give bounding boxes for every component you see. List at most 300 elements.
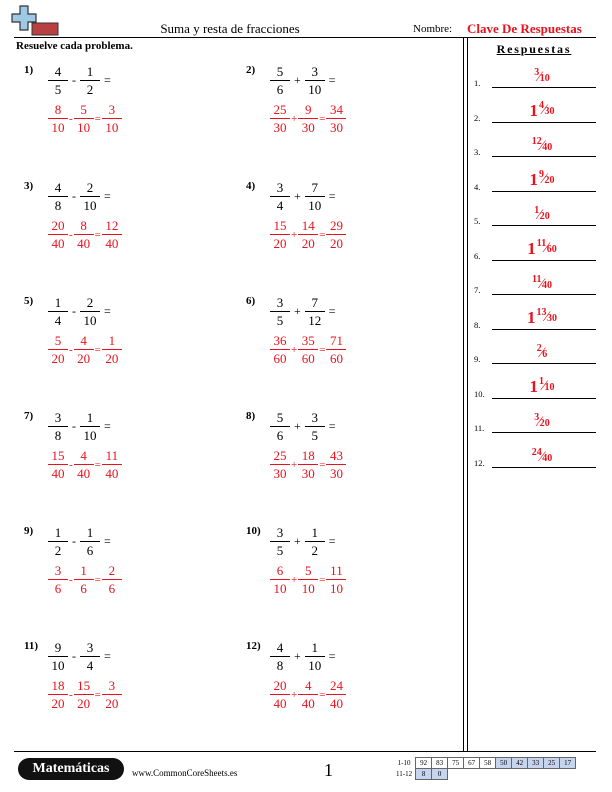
fraction <box>102 563 122 596</box>
fraction <box>102 333 122 366</box>
denominator: 20 <box>51 696 65 711</box>
fraction-bar <box>80 80 100 81</box>
denominator: 10 <box>77 120 91 135</box>
fraction <box>298 563 318 596</box>
problem-solution <box>270 448 346 481</box>
denominator: 4 <box>86 658 94 673</box>
denominator: 10 <box>301 581 315 596</box>
fraction <box>102 102 122 135</box>
numerator: 4 <box>538 99 544 111</box>
denominator: 2 <box>54 543 62 558</box>
denominator: 6 <box>542 349 548 360</box>
fraction <box>305 295 325 328</box>
fraction-bar <box>326 464 346 465</box>
fraction <box>48 410 68 443</box>
answer-line <box>492 122 596 123</box>
operator: + <box>291 688 298 701</box>
denominator: 6 <box>80 581 87 596</box>
denominator: 8 <box>54 428 62 443</box>
fraction <box>298 333 318 366</box>
problem <box>24 525 224 625</box>
numerator: 12 <box>531 136 542 147</box>
problem-solution <box>270 333 346 366</box>
numerator: 3 <box>108 102 116 117</box>
denominator: 10 <box>51 120 65 135</box>
problem <box>24 180 224 280</box>
numerator: 3 <box>108 678 116 693</box>
fraction-slash: ⁄ <box>540 138 544 154</box>
fraction-bar <box>48 234 68 235</box>
operator: - <box>72 189 76 203</box>
numerator: 1 <box>534 205 540 216</box>
operator: + <box>294 534 301 548</box>
fraction <box>48 678 68 711</box>
problem-number: 3) <box>24 180 34 192</box>
denominator: 40 <box>77 236 91 251</box>
numerator: 1 <box>538 375 544 387</box>
problem-solution <box>48 563 122 596</box>
equals-sign: = <box>104 304 111 318</box>
equals-sign: = <box>328 534 336 548</box>
fraction-bar <box>326 234 346 235</box>
score-cell: 17 <box>560 758 576 769</box>
operator: - <box>72 419 76 433</box>
denominator: 30 <box>329 466 343 481</box>
numerator: 15 <box>77 678 91 693</box>
operator: - <box>69 343 73 356</box>
answer-row <box>474 338 596 366</box>
numerator: 18 <box>51 678 65 693</box>
answer-value <box>492 99 596 121</box>
numerator: 3 <box>311 64 319 79</box>
answer-row <box>474 62 596 90</box>
numerator: 71 <box>329 333 343 348</box>
answer-number: 5. <box>474 216 481 226</box>
operator: - <box>72 304 76 318</box>
fraction-bar <box>80 196 100 197</box>
answer-value <box>492 306 596 328</box>
problem-solution <box>270 563 346 596</box>
denominator: 10 <box>273 581 287 596</box>
fraction-bar <box>80 426 100 427</box>
denominator: 20 <box>77 351 91 366</box>
denominator: 5 <box>276 313 284 328</box>
fraction <box>48 295 68 328</box>
fraction <box>48 525 68 558</box>
fraction <box>48 333 68 366</box>
name-value: Clave De Respuestas <box>467 21 582 36</box>
equals-sign: = <box>328 73 336 87</box>
numerator: 5 <box>304 563 312 578</box>
problem <box>24 295 224 395</box>
equals-sign: = <box>94 688 101 701</box>
equals-sign: = <box>319 458 326 471</box>
fraction <box>74 678 94 711</box>
numerator: 18 <box>301 448 315 463</box>
fraction-bar <box>270 80 290 81</box>
denominator: 6 <box>54 581 62 596</box>
problem-number: 2) <box>246 64 256 76</box>
numerator: 1 <box>86 410 94 425</box>
numerator: 4 <box>80 448 87 463</box>
numerator: 1 <box>80 563 87 578</box>
denominator: 10 <box>308 82 322 97</box>
fraction-bar <box>270 694 290 695</box>
denominator: 60 <box>273 351 287 366</box>
slash-fraction <box>532 276 556 293</box>
numerator: 3 <box>534 67 540 78</box>
fraction <box>270 563 290 596</box>
fraction <box>305 64 325 97</box>
denominator: 20 <box>539 418 550 429</box>
fraction-bar <box>102 349 122 350</box>
denominator: 40 <box>77 466 91 481</box>
score-table <box>394 757 576 780</box>
equals-sign: = <box>319 688 326 701</box>
numerator: 5 <box>80 102 87 117</box>
numerator: 14 <box>301 218 315 233</box>
equals-sign: = <box>319 228 326 241</box>
equals-sign: = <box>328 419 336 433</box>
slash-fraction <box>538 375 559 395</box>
mixed-number <box>526 306 561 327</box>
fraction <box>305 180 325 213</box>
equals-sign: = <box>104 189 111 203</box>
numerator: 11 <box>532 274 542 285</box>
answer-value <box>492 375 596 397</box>
fraction <box>305 640 325 673</box>
answer-value <box>492 413 596 431</box>
problem-number: 4) <box>246 180 256 192</box>
fraction-bar <box>48 311 68 312</box>
denominator: 6 <box>108 581 116 596</box>
fraction-bar <box>48 196 68 197</box>
denominator: 8 <box>276 658 284 673</box>
numerator: 8 <box>80 218 87 233</box>
fraction <box>48 448 68 481</box>
problem-question <box>270 64 340 97</box>
problem-solution <box>48 218 122 251</box>
denominator: 40 <box>301 696 315 711</box>
fraction <box>80 64 100 97</box>
fraction <box>298 448 318 481</box>
denominator: 30 <box>544 105 555 117</box>
operator: + <box>294 649 301 663</box>
fraction <box>48 180 68 213</box>
score-cell: 75 <box>448 758 464 769</box>
numerator: 1 <box>311 525 319 540</box>
answer-row <box>474 304 596 332</box>
mixed-number <box>534 69 554 86</box>
answers-title: Respuestas <box>496 42 572 56</box>
denominator: 10 <box>51 658 65 673</box>
numerator: 12 <box>105 218 119 233</box>
fraction-bar <box>74 118 94 119</box>
whole-part: 1 <box>529 100 538 120</box>
denominator: 40 <box>105 466 119 481</box>
page-title: Suma y resta de fracciones <box>160 21 300 36</box>
answer-row <box>474 200 596 228</box>
numerator: 11 <box>536 237 547 249</box>
answer-value <box>492 68 596 86</box>
instructions: Resuelve cada problema. <box>16 40 133 52</box>
website-link[interactable]: www.CommonCoreSheets.es <box>132 768 238 778</box>
denominator: 20 <box>539 211 550 222</box>
denominator: 10 <box>329 581 343 596</box>
problem-solution <box>270 218 346 251</box>
whole-part: 1 <box>529 376 538 396</box>
denominator: 6 <box>276 428 284 443</box>
denominator: 20 <box>51 351 65 366</box>
numerator: 5 <box>54 333 62 348</box>
fraction <box>298 678 318 711</box>
problem-number: 8) <box>246 410 256 422</box>
fraction-bar <box>270 234 290 235</box>
denominator: 20 <box>105 351 119 366</box>
equals-sign: = <box>319 573 326 586</box>
denominator: 40 <box>51 466 65 481</box>
numerator: 2 <box>86 180 94 195</box>
fraction <box>326 448 346 481</box>
equals-sign: = <box>94 343 101 356</box>
fraction-bar <box>326 694 346 695</box>
fraction <box>48 102 68 135</box>
fraction <box>270 102 290 135</box>
fraction-bar <box>48 579 68 580</box>
fraction <box>270 640 290 673</box>
problem-number: 9) <box>24 525 34 537</box>
denominator: 10 <box>105 120 119 135</box>
numerator: 7 <box>311 295 319 310</box>
fraction <box>102 448 122 481</box>
denominator: 12 <box>308 313 322 328</box>
slash-fraction <box>534 414 554 431</box>
denominator: 30 <box>329 120 343 135</box>
denominator: 10 <box>83 198 97 213</box>
fraction <box>74 102 94 135</box>
denominator: 40 <box>273 696 287 711</box>
fraction <box>80 295 100 328</box>
fraction <box>270 180 290 213</box>
problem-question <box>270 410 340 443</box>
denominator: 20 <box>301 236 315 251</box>
numerator: 43 <box>329 448 343 463</box>
numerator: 9 <box>304 102 312 117</box>
fraction-bar <box>270 426 290 427</box>
answer-line <box>492 432 596 433</box>
answer-value <box>492 237 596 259</box>
numerator: 24 <box>329 678 343 693</box>
numerator: 34 <box>329 102 343 117</box>
column-divider <box>463 38 464 751</box>
problem-number: 11) <box>24 640 39 652</box>
problem-question <box>48 180 115 213</box>
fraction-bar <box>74 349 94 350</box>
fraction <box>102 218 122 251</box>
mixed-number <box>527 237 560 258</box>
answer-number: 8. <box>474 319 481 330</box>
fraction-bar <box>80 311 100 312</box>
fraction <box>48 640 68 673</box>
fraction-bar <box>102 579 122 580</box>
score-cell: 42 <box>512 758 528 769</box>
denominator: 6 <box>86 543 94 558</box>
fraction-bar <box>74 694 94 695</box>
problem-question <box>48 295 115 328</box>
problem-number: 7) <box>24 410 34 422</box>
answer-line <box>492 87 596 88</box>
whole-part: 1 <box>527 238 536 258</box>
answer-row <box>474 131 596 159</box>
score-range-label: 1-10 <box>397 759 411 767</box>
numerator: 3 <box>311 410 319 425</box>
answer-row <box>474 442 596 470</box>
denominator: 10 <box>544 381 555 393</box>
numerator: 5 <box>276 64 284 79</box>
answer-value <box>492 344 596 362</box>
fraction <box>80 640 100 673</box>
equals-sign: = <box>104 419 111 433</box>
denominator: 30 <box>273 120 287 135</box>
denominator: 20 <box>77 696 91 711</box>
brand-badge: Matemáticas <box>18 758 124 780</box>
fraction <box>74 333 94 366</box>
answer-line <box>492 156 596 157</box>
problem-question <box>270 295 340 328</box>
slash-fraction <box>537 345 552 362</box>
numerator: 25 <box>273 102 287 117</box>
fraction-bar <box>298 234 318 235</box>
problem <box>24 64 224 164</box>
problem <box>24 410 224 510</box>
fraction-bar <box>48 80 68 81</box>
fraction <box>80 180 100 213</box>
denominator: 40 <box>542 142 553 153</box>
operator: - <box>72 73 76 87</box>
fraction <box>80 410 100 443</box>
operator: - <box>69 458 73 471</box>
fraction-bar <box>270 541 290 542</box>
fraction-bar <box>305 80 325 81</box>
equals-sign: = <box>104 649 111 663</box>
numerator: 3 <box>54 563 62 578</box>
denominator: 5 <box>54 82 62 97</box>
score-cell: 33 <box>528 758 544 769</box>
operator: - <box>69 688 73 701</box>
denominator: 60 <box>301 351 315 366</box>
fraction-slash: ⁄ <box>540 276 543 292</box>
denominator: 30 <box>273 466 287 481</box>
fraction-bar <box>48 656 68 657</box>
mixed-number <box>532 138 557 155</box>
fraction <box>74 218 94 251</box>
numerator: 35 <box>301 333 315 348</box>
fraction-bar <box>270 311 290 312</box>
denominator: 20 <box>273 236 287 251</box>
fraction-bar <box>305 656 325 657</box>
answer-number: 7. <box>474 285 481 295</box>
fraction-slash: ⁄ <box>545 239 548 256</box>
equals-sign: = <box>328 304 336 318</box>
score-cell: 0 <box>432 769 448 780</box>
fraction-bar <box>48 118 68 119</box>
score-cell: 25 <box>544 758 560 769</box>
equals-sign: = <box>94 458 101 471</box>
answer-value <box>492 206 596 224</box>
numerator: 7 <box>311 180 319 195</box>
numerator: 4 <box>304 678 312 693</box>
fraction-bar <box>270 349 290 350</box>
equals-sign: = <box>328 189 336 203</box>
numerator: 4 <box>54 64 62 79</box>
fraction <box>326 563 346 596</box>
fraction-bar <box>80 541 100 542</box>
denominator: 2 <box>86 82 94 97</box>
score-cell: 58 <box>480 758 496 769</box>
slash-fraction <box>536 306 561 326</box>
denominator: 6 <box>276 82 284 97</box>
answer-row <box>474 373 596 401</box>
numerator: 15 <box>51 448 65 463</box>
denominator: 40 <box>105 236 119 251</box>
fraction-bar <box>326 118 346 119</box>
answer-row <box>474 166 596 194</box>
fraction-bar <box>74 579 94 580</box>
problem-number: 5) <box>24 295 34 307</box>
denominator: 4 <box>54 313 62 328</box>
fraction <box>326 218 346 251</box>
fraction-bar <box>298 464 318 465</box>
denominator: 10 <box>83 428 97 443</box>
answer-value <box>492 168 596 190</box>
equals-sign: = <box>94 228 101 241</box>
fraction-slash: ⁄ <box>542 170 546 187</box>
answer-number: 1. <box>474 78 481 88</box>
problem <box>24 640 224 740</box>
fraction-slash: ⁄ <box>540 448 544 465</box>
denominator: 20 <box>544 174 555 186</box>
fraction-bar <box>48 426 68 427</box>
answer-line <box>492 191 596 192</box>
denominator: 10 <box>308 198 322 213</box>
problem <box>246 180 446 280</box>
problem-question <box>270 180 340 213</box>
numerator: 20 <box>273 678 287 693</box>
equals-sign: = <box>94 112 101 125</box>
numerator: 1 <box>86 525 94 540</box>
name-label: Nombre: <box>413 23 453 35</box>
denominator: 30 <box>547 312 557 324</box>
fraction <box>270 295 290 328</box>
answer-line <box>492 398 596 399</box>
equals-sign: = <box>104 534 111 548</box>
operator: + <box>294 73 301 87</box>
problem <box>246 295 446 395</box>
problem <box>246 64 446 164</box>
score-cell: 50 <box>496 758 512 769</box>
problem <box>246 640 446 740</box>
fraction-bar <box>326 579 346 580</box>
fraction-bar <box>74 464 94 465</box>
page-number: 1 <box>324 760 333 780</box>
numerator: 8 <box>54 102 62 117</box>
mixed-number <box>529 168 558 189</box>
header-rule <box>14 37 596 38</box>
fraction-bar <box>270 196 290 197</box>
mixed-number <box>529 375 558 396</box>
mixed-number <box>532 276 556 293</box>
equals-sign: = <box>94 573 101 586</box>
